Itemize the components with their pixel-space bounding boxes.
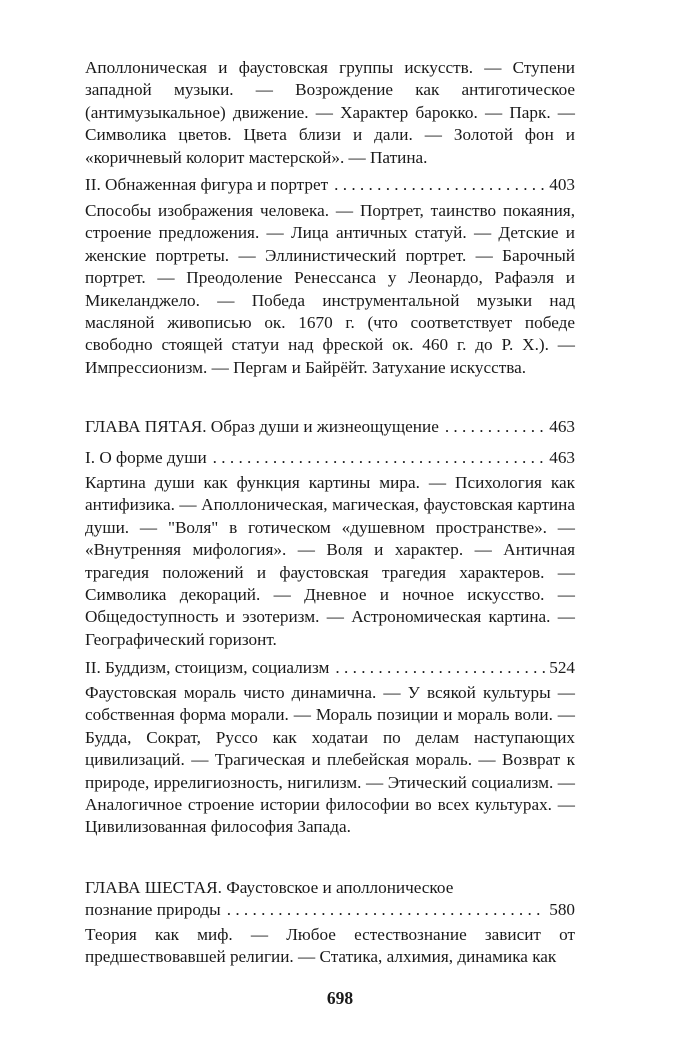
toc-entry-title: ГЛАВА ПЯТАЯ. Образ души и жизнеощущение (85, 417, 439, 436)
leader-dots (227, 899, 546, 921)
toc-entry-title: II. Обнаженная фигура и портрет (85, 175, 329, 194)
description-paragraph: Аполлоническая и фаустовская группы искусств. — Ступени западной музыки. — Возрождение как антиготическое (антимузыкальное) движение. — Характер барокко. — Парк. — Символика цветов. Цвета близи и дали. — Золотой фон и «коричневый колорит мастерской». — Патина. (85, 58, 575, 167)
toc-entry-page: 463 (549, 448, 575, 467)
leader-dots (213, 447, 546, 469)
toc-entry-page: 403 (549, 175, 575, 194)
toc-entry (85, 174, 575, 196)
toc-chapter-title: ГЛАВА ШЕСТАЯ. Фаустовское и аполлоническое (85, 878, 454, 897)
toc-chapter-entry (85, 416, 575, 438)
toc-entry-title: I. О форме души (85, 448, 207, 467)
leader-dots (334, 174, 545, 196)
toc-chapter-entry (85, 899, 575, 921)
toc-entry-page: 524 (549, 658, 575, 677)
description-paragraph: Способы изображения человека. — Портрет, таинство покаяния, строение предложения. — Лица античных статуй. — Детские и женские портреты. — Эллинистический портрет. — Барочный портрет. — Преодоление Ренессанса у Леонардо, Рафаэля и Микеланджело. — Победа инструментальной музыки над масляной живописью ок. 1670 г. (что соответствует победе свободно стоящей статуи над фреской ок. 460 г. до Р. Х.). — Импрессионизм. — Пергам и Байрёйт. Затухание искусства. (85, 201, 575, 377)
toc-entry (85, 657, 575, 679)
description-paragraph: Картина души как функция картины мира. — Психология как антифизика. — Аполлоническая, магическая, фаустовская картина души. — "Воля" в готическом «душевном пространстве». — «Внутренняя мифология». — Воля и характер. — Античная трагедия положений и фаустовская трагедия характеров. — Символика декораций. — Дневное и ночное искусство. — Общедоступность и эзотеризм. — Астрономическая картина. — Географический горизонт. (85, 473, 575, 649)
description-paragraph: Фаустовская мораль чисто динамична. — У всякой культуры — собственная форма морали. — Мораль позиции и мораль воли. — Будда, Сократ, Руссо как ходатаи по делам наступающих цивилизаций. — Трагическая и плебейская мораль. — Возврат к природе, иррелигиозность, нигилизм. — Этический социализм. — Аналогичное строение истории философии во всех культурах. — Цивилизованная философия Запада. (85, 683, 575, 837)
toc-entry-title: познание природы (85, 900, 221, 919)
leader-dots (335, 657, 545, 679)
toc-entry-page: 463 (549, 417, 575, 436)
description-paragraph: Теория как миф. — Любое естествознание зависит от предшествовавшей религии. — Статика, алхимия, динамика как (85, 925, 575, 967)
leader-dots (445, 416, 545, 438)
page-number: 698 (326, 988, 354, 1008)
toc-entry-title: II. Буддизм, стоицизм, социализм (85, 658, 330, 677)
toc-entry-page: 580 (549, 900, 575, 919)
toc-entry (85, 447, 575, 469)
